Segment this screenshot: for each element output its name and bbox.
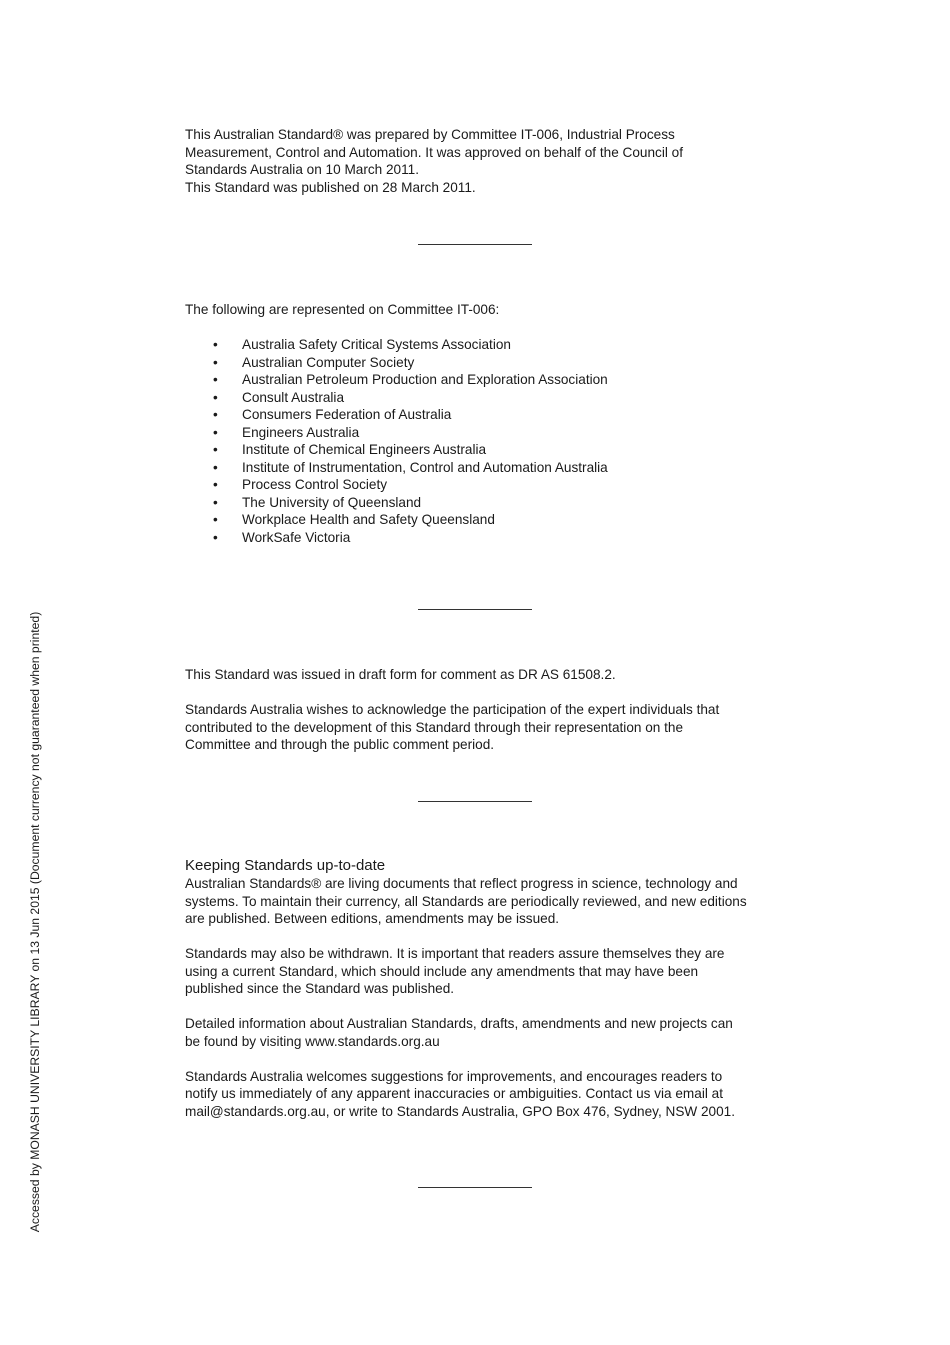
section-divider — [418, 609, 532, 610]
list-item: • Consult Australia — [185, 389, 775, 407]
prep-line: This Australian Standard® was prepared by Committee IT-006, Industrial Process — [185, 127, 675, 142]
ack-line: contributed to the development of this Standard through their representation on the — [185, 719, 684, 735]
list-item: • Institute of Instrumentation, Control and Automation Australia — [185, 459, 775, 477]
prep-line: Measurement, Control and Automation. It was approved on behalf of the Council of — [185, 144, 683, 160]
ack-line: Committee and through the public comment period. — [185, 737, 495, 752]
section-heading: Keeping Standards up-to-date — [185, 857, 386, 874]
section-divider — [418, 1187, 532, 1188]
paragraph-line: Detailed information about Australian Standards, drafts, amendments and new projects can — [185, 1016, 733, 1031]
paragraph-line: Australian Standards® are living documents that reflect progress in science, technology and — [185, 876, 738, 891]
list-item: • Australian Petroleum Production and Exploration Association — [185, 371, 775, 389]
ack-line: Standards Australia wishes to acknowledge the participation of the expert individuals that — [185, 702, 720, 717]
prep-line: Standards Australia on 10 March 2011. — [185, 162, 420, 177]
paragraph-line: published since the Standard was published. — [185, 981, 455, 996]
paragraph-line: Standards may also be withdrawn. It is important that readers assure themselves they are — [185, 946, 725, 961]
list-item: • Consumers Federation of Australia — [185, 406, 775, 424]
list-item: • The University of Queensland — [185, 494, 775, 512]
publication-line: This Standard was published on 28 March 2011. — [185, 179, 476, 195]
draft-issued-statement: This Standard was issued in draft form for comment as DR AS 61508.2. — [185, 667, 616, 682]
section-divider — [418, 244, 532, 245]
list-item: • WorkSafe Victoria — [185, 529, 775, 547]
list-item: • Institute of Chemical Engineers Australia — [185, 441, 775, 459]
committee-member-list — [185, 336, 775, 546]
draft-section — [185, 666, 775, 754]
paragraph-line: systems. To maintain their currency, all Standards are periodically reviewed, and new editions — [185, 893, 747, 909]
access-watermark: Accessed by MONASH UNIVERSITY LIBRARY on 13 Jun 2015 (Document currency not guaranteed when printed) — [28, 611, 42, 1233]
paragraph-line: are published. Between editions, amendments may be issued. — [185, 911, 560, 926]
paragraph-line: using a current Standard, which should include any amendments that may have been — [185, 963, 699, 979]
committee-section — [185, 301, 775, 546]
keeping-standards-section — [185, 857, 775, 1120]
list-item: • Process Control Society — [185, 476, 775, 494]
list-item: • Workplace Health and Safety Queensland — [185, 511, 775, 529]
paragraph-line: Standards Australia welcomes suggestions for improvements, and encourages readers to — [185, 1068, 723, 1084]
paragraph-line: mail@standards.org.au, or write to Standards Australia, GPO Box 476, Sydney, NSW 2001. — [185, 1103, 736, 1119]
list-item: • Engineers Australia — [185, 424, 775, 442]
list-item: • Australian Computer Society — [185, 354, 775, 372]
paragraph-line: notify us immediately of any apparent inaccuracies or ambiguities. Contact us via email at — [185, 1086, 723, 1101]
list-item: • Australia Safety Critical Systems Association — [185, 336, 775, 354]
paragraph-line: be found by visiting www.standards.org.au — [185, 1033, 440, 1049]
section-divider — [418, 801, 532, 802]
committee-intro: The following are represented on Committee IT-006: — [185, 302, 500, 317]
preparation-statement — [185, 126, 775, 196]
